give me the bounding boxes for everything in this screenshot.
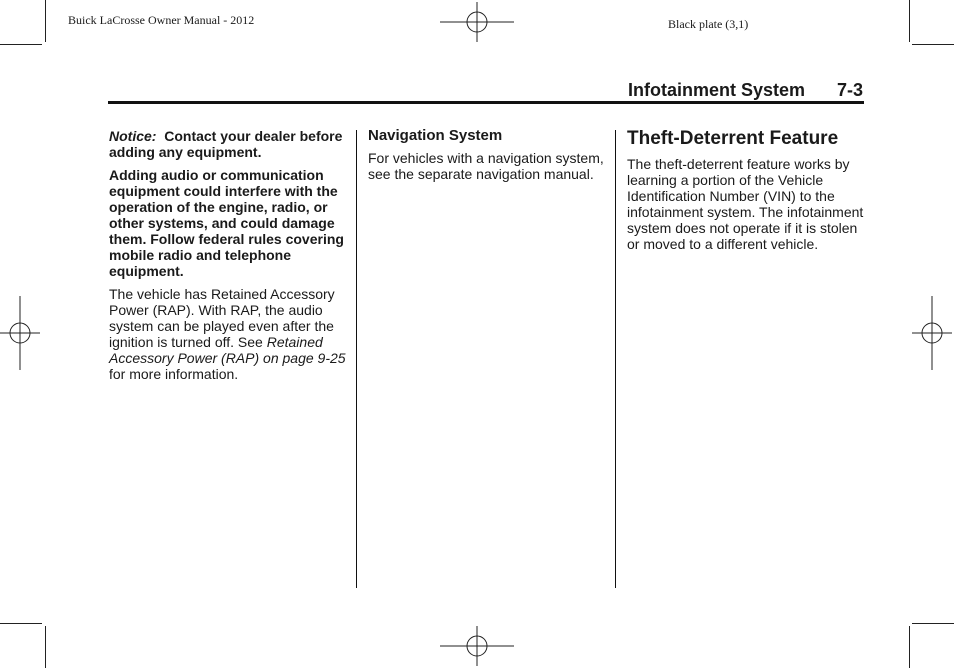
crop-mark <box>912 44 954 45</box>
crop-mark <box>0 623 42 624</box>
running-header-section: Infotainment System <box>627 80 805 100</box>
registration-mark-left-icon <box>0 296 40 370</box>
print-header-right: Black plate (3,1) <box>668 17 749 31</box>
rap-tail: for more information. <box>109 366 239 382</box>
rap-text: The vehicle has Retained Accessory Power (RAP). With RAP, the audio system can be played even after the ignition is turned off. See <box>109 286 335 350</box>
running-header-page-number: 7-3 <box>836 80 863 100</box>
crop-mark <box>45 626 46 668</box>
registration-mark-top-icon <box>440 2 514 42</box>
notice-label: Notice: <box>109 128 157 144</box>
column-divider <box>615 130 616 588</box>
navigation-body: For vehicles with a navigation system, see the separate navigation manual. <box>368 150 604 182</box>
registration-mark-right-icon <box>912 296 952 370</box>
header-rule <box>108 101 864 104</box>
theft-deterrent-body: The theft-deterrent feature works by learning a portion of the Vehicle Identification Number (VIN) to the infotainment system. The infotainment system does not operate if it is stolen or moved to a different vehicle. <box>627 156 864 252</box>
rap-cross-reference: Retained Accessory Power (RAP) on page 9-25 <box>109 334 346 366</box>
rap-paragraph <box>109 286 349 382</box>
theft-deterrent-heading: Theft-Deterrent Feature <box>627 128 839 149</box>
print-header-left: Buick LaCrosse Owner Manual - 2012 <box>68 13 255 27</box>
column-right <box>627 128 865 259</box>
crop-mark <box>0 44 42 45</box>
notice-text: Contact your dealer before adding any equipment. <box>109 128 343 160</box>
column-left <box>109 128 349 389</box>
warning-paragraph: Adding audio or communication equipment could interfere with the operation of the engine, radio, or other systems, and could damage them. Follow federal rules covering mobile radio and telephone equipment. <box>109 167 344 279</box>
column-divider <box>356 130 357 588</box>
column-middle <box>368 128 608 189</box>
notice-paragraph <box>109 128 349 160</box>
navigation-heading: Navigation System <box>368 127 503 144</box>
crop-mark <box>909 0 910 42</box>
crop-mark <box>909 626 910 668</box>
registration-mark-bottom-icon <box>440 626 514 666</box>
crop-mark <box>912 623 954 624</box>
crop-mark <box>45 0 46 42</box>
